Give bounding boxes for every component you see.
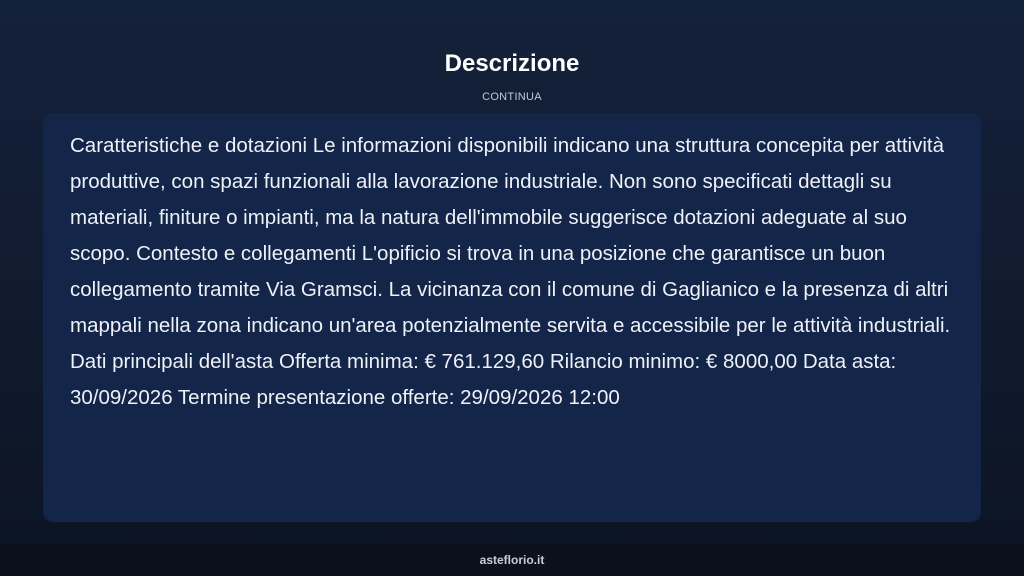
continue-label: CONTINUA <box>482 91 542 103</box>
footer-site-label: asteflorio.it <box>479 553 545 567</box>
page-title: Descrizione <box>444 50 580 77</box>
footer-bar <box>0 544 1024 576</box>
description-card <box>43 113 981 522</box>
description-text: Caratteristiche e dotazioni Le informazioni disponibili indicano una struttura concepita per attività produttive, con spazi funzionali alla lavorazione industriale. Non sono specificati dettagli su materiali, finiture o impianti, ma la natura dell'immobile suggerisce dotazioni adeguate al suo scopo. Contesto e collegamenti L'opificio si trova in una posizione che garantisce un buon collegamento tramite Via Gramsci. La vicinanza con il comune di Gaglianico e la presenza di altri mappali nella zona indicano un'area potenzialmente servita e accessibile per le attività industriali. Dati principali dell'asta Offerta minima: € 761.129,60 Rilancio minimo: € 8000,00 Data asta: 30/09/2026 Termine presentazione offerte: 29/09/2026 12:00 <box>70 134 951 409</box>
